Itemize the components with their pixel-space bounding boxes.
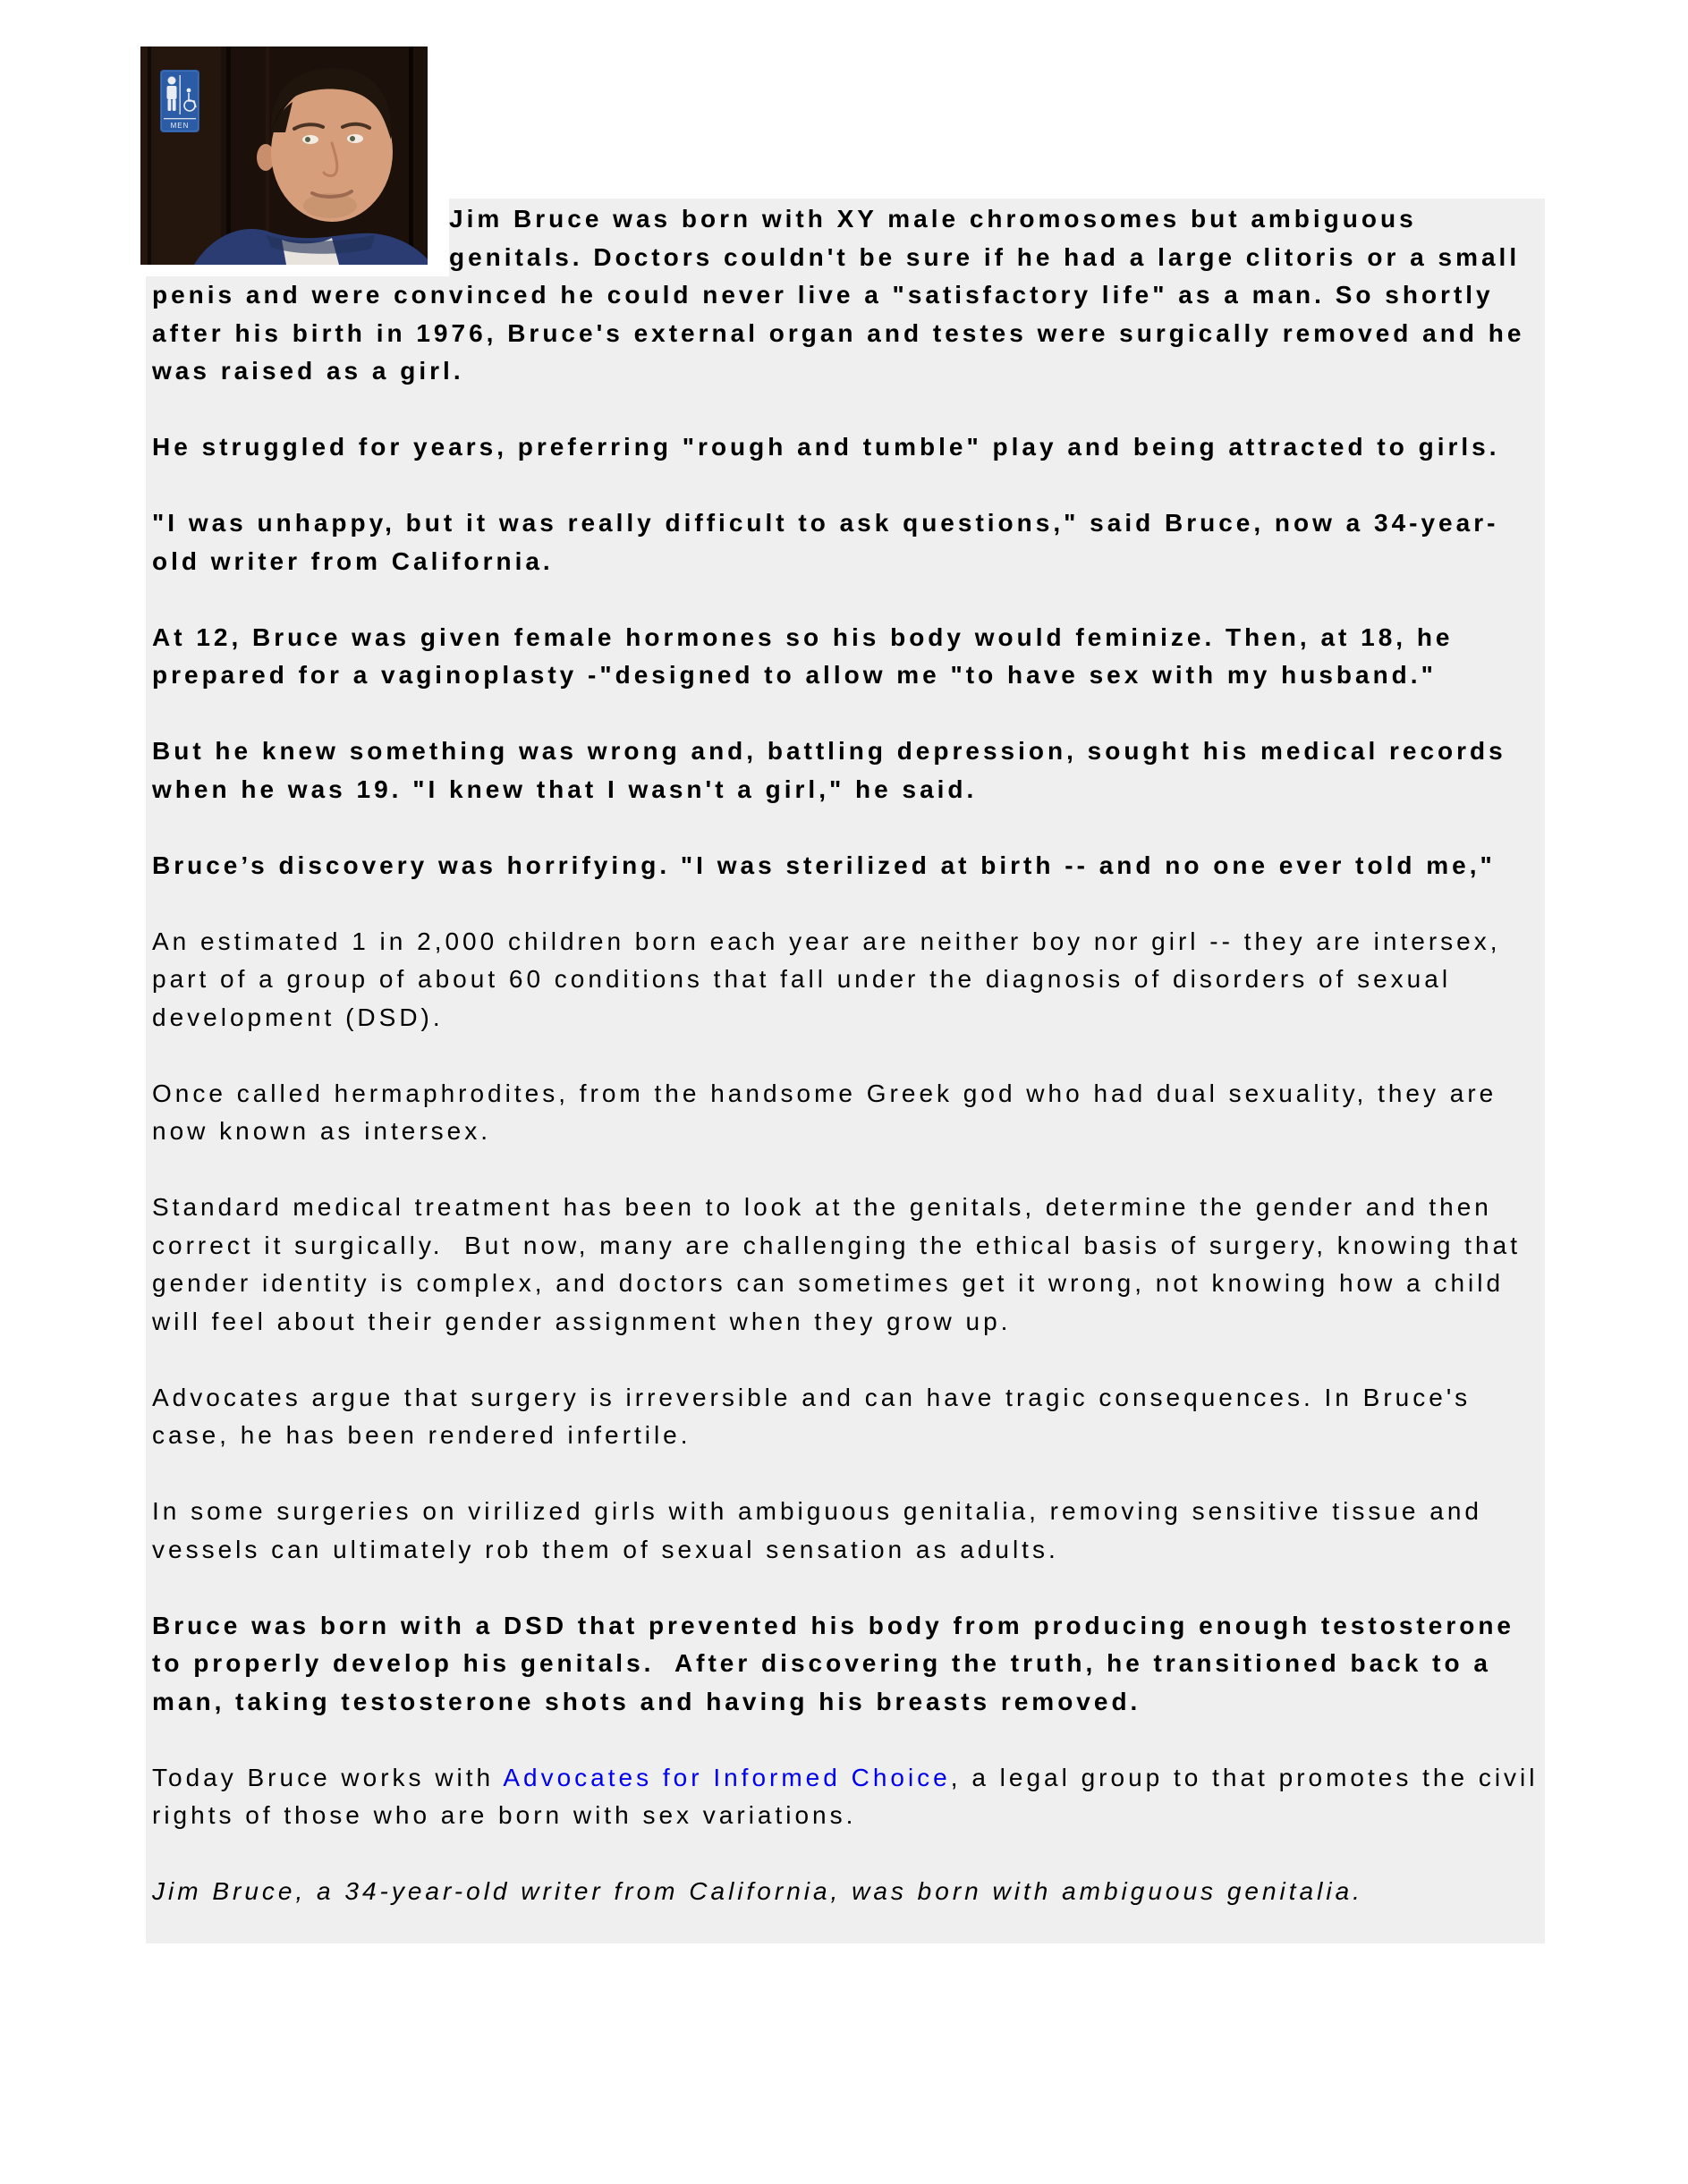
- wheelchair-icon-head: [187, 89, 191, 93]
- link-paragraph-after: , a legal group to that promotes the civil rights of those who are born with sex variations.: [152, 1763, 1549, 1829]
- jim-bruce-photo: [140, 47, 428, 265]
- link-paragraph-before: Today Bruce works with: [152, 1763, 504, 1791]
- paragraph-3: "I was unhappy, but it was really difficult to ask questions," said Bruce, now a 34-year-old writer from California.: [152, 509, 1499, 575]
- wall-groove: [148, 47, 151, 265]
- paragraph-14-caption: Jim Bruce, a 34-year-old writer from California, was born with ambiguous genitalia.: [152, 1877, 1363, 1905]
- paragraph-2: He struggled for years, preferring "rough and tumble" play and being attracted to girls.: [152, 433, 1500, 461]
- advocates-for-informed-choice-link[interactable]: Advocates for Informed Choice: [503, 1763, 951, 1791]
- wall-groove: [226, 47, 231, 265]
- paragraph-10: Advocates argue that surgery is irreversible and can have tragic consequences. In Bruce's case, he has been rendered infertile.: [152, 1383, 1481, 1449]
- sign-divider: [180, 75, 181, 114]
- restroom-sign: [160, 70, 199, 132]
- paragraph-12: Bruce was born with a DSD that prevented his body from producing enough testosterone to properly develop his genitals. After discovering the truth, he transitioned back to a man, taking testosterone shots and having his breasts removed.: [152, 1611, 1525, 1715]
- paragraph-11: In some surgeries on virilized girls with ambiguous genitalia, removing sensitive tissue and vessels can ultimately rob them of sexual sensation as adults.: [152, 1497, 1493, 1563]
- paragraph-6: Bruce’s discovery was horrifying. "I was sterilized at birth -- and no one ever told me,": [152, 851, 1496, 879]
- wall-groove: [409, 47, 413, 265]
- paragraph-9: Standard medical treatment has been to look at the genitals, determine the gender and then correct it surgically. But now, many are challenging the ethical basis of surgery, knowing that gender identity is complex, and doctors can sometimes get it wrong, not knowing how a child will feel about their gender assignment when they grow up.: [152, 1193, 1531, 1335]
- paragraph-13-with-link: [152, 1759, 1549, 1835]
- paragraph-8: Once called hermaphrodites, from the handsome Greek god who had dual sexuality, they are now known as intersex.: [152, 1079, 1508, 1145]
- pupil-left: [305, 137, 310, 142]
- article-text-block: [146, 199, 1549, 1943]
- paragraph-5: But he knew something was wrong and, battling depression, sought his medical records when he was 19. "I knew that I wasn't a girl," he said.: [152, 737, 1517, 803]
- paragraph-4: At 12, Bruce was given female hormones so his body would feminize. Then, at 18, he prepared for a vaginoplasty -"designed to allow me "to have sex with my husband.": [152, 622, 1464, 689]
- men-sign-label: MEN: [170, 122, 190, 130]
- sign-rule: [164, 118, 196, 119]
- pupil-right: [350, 136, 355, 141]
- paragraph-1: Jim Bruce was born with XY male chromosomes but ambiguous genitals. Doctors couldn't be sure if he had a large clitoris or a small penis and were convinced he could never live a "satisfactory life" as a man. So shortly after his birth in 1976, Bruce's external organ and testes were surgically removed and he was raised as a girl.: [152, 205, 1536, 385]
- jim-bruce-photo-graphic: [140, 47, 428, 265]
- paragraph-7: An estimated 1 in 2,000 children born each year are neither boy nor girl -- they are intersex, part of a group of about 60 conditions that fall under the diagnosis of disorders of sexual development (DSD).: [152, 927, 1512, 1031]
